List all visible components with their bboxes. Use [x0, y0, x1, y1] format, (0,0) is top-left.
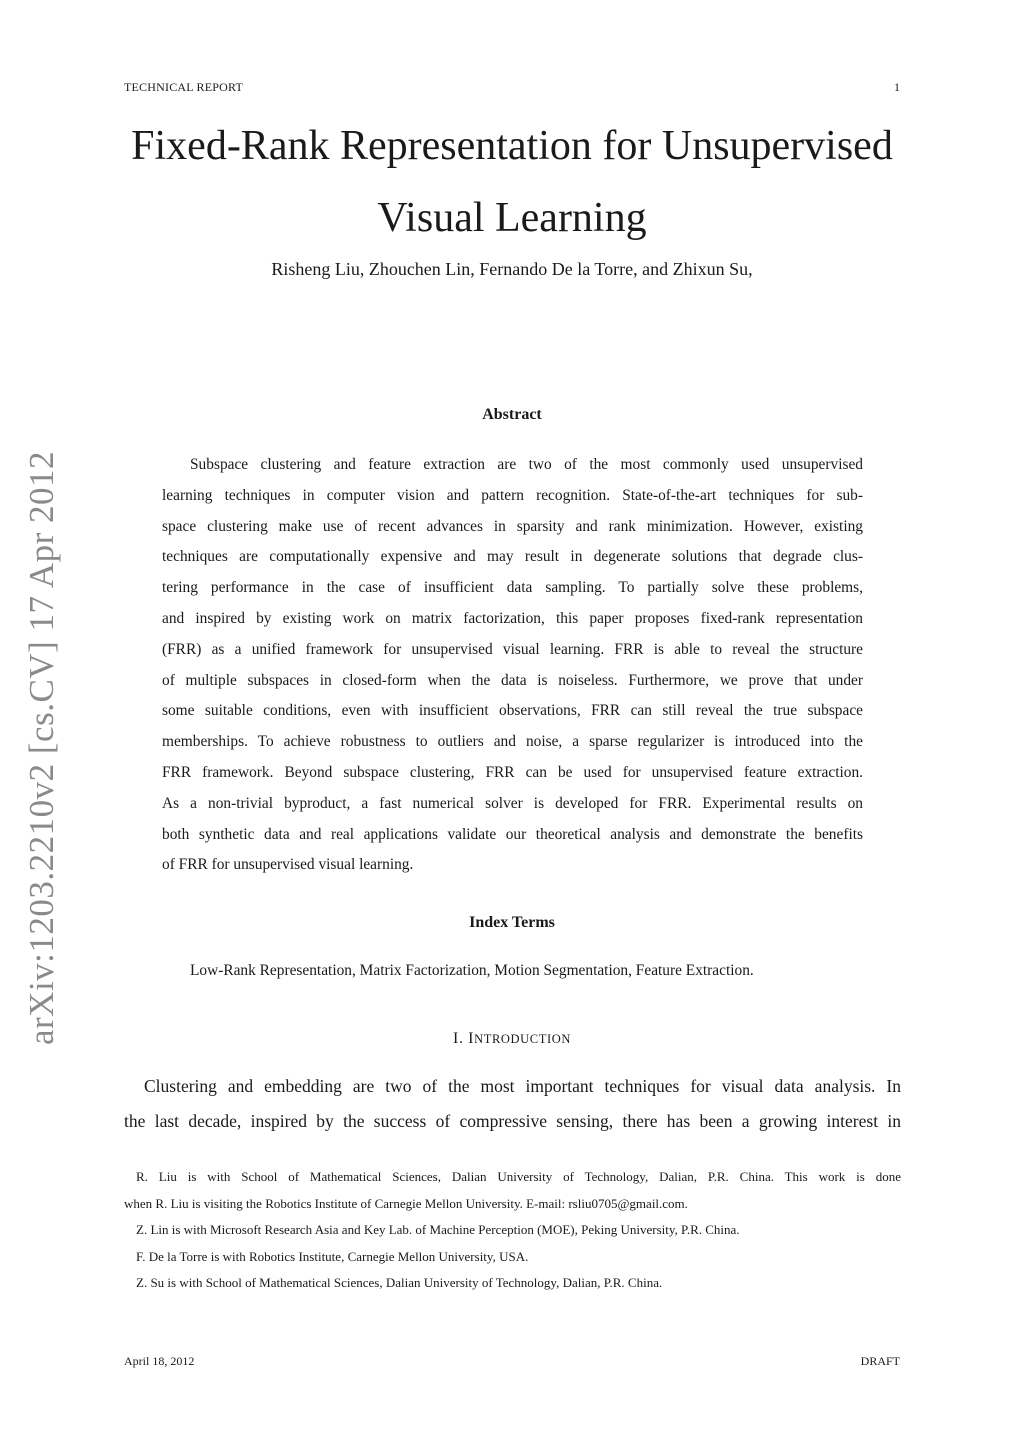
abstract-line: As a non-trivial byproduct, a fast numerical solver is developed for FRR. Experimental results on: [162, 794, 863, 812]
paper-title: [100, 110, 924, 254]
abstract-line: space clustering make use of recent advances in sparsity and rank minimization. However, existing: [162, 517, 863, 535]
footnote-line: F. De la Torre is with Robotics Institute, Carnegie Mellon University, USA.: [136, 1248, 529, 1264]
section-heading-introduction: [100, 1030, 924, 1048]
abstract-heading: Abstract: [482, 406, 542, 423]
abstract-line: techniques are computationally expensive and may result in degenerate solutions that degrade clus-: [162, 548, 863, 566]
footnote-line: R. Liu is with School of Mathematical Sciences, Dalian University of Technology, Dalian, P.R. China. This work is done: [136, 1169, 901, 1184]
arxiv-identifier: arXiv:1203.2210v2 [cs.CV] 17 Apr 2012: [22, 450, 61, 1046]
index-terms-heading: Index Terms: [469, 914, 555, 931]
paper-title-line-1: Fixed-Rank Representation for Unsupervised: [131, 123, 893, 169]
footnote-line: Z. Su is with School of Mathematical Sciences, Dalian University of Technology, Dalian, P.R. China.: [136, 1275, 663, 1290]
abstract-body: [162, 450, 863, 881]
abstract-line: of multiple subspaces in closed-form when the data is noiseless. Furthermore, we prove that under: [162, 671, 863, 689]
section-heading-rest: NTRODUCTION: [474, 1032, 571, 1046]
abstract-line: some suitable conditions, even with insufficient observations, FRR can still reveal the true subspace: [162, 702, 863, 720]
abstract-line: both synthetic data and real applications validate our theoretical analysis and demonstrate the benefits: [162, 825, 863, 843]
paper-title-line-2: Visual Learning: [377, 195, 647, 241]
running-head: TECHNICAL REPORT: [124, 80, 244, 94]
section-heading-initial: I: [468, 1030, 475, 1047]
introduction-line: the last decade, inspired by the success of compressive sensing, there has been a growing interest in: [124, 1111, 901, 1131]
page-number: 1: [894, 80, 900, 94]
abstract-line: tering performance in the case of insufficient data sampling. To partially solve these problems,: [162, 579, 863, 597]
author-list: Risheng Liu, Zhouchen Lin, Fernando De la Torre, and Zhixun Su,: [271, 259, 753, 279]
abstract-line: learning techniques in computer vision and pattern recognition. State-of-the-art techniques for sub-: [162, 486, 863, 504]
footnote-line: Z. Lin is with Microsoft Research Asia and Key Lab. of Machine Perception (MOE), Peking University, P.R. China.: [136, 1222, 740, 1237]
footer-date: April 18, 2012: [124, 1354, 195, 1368]
introduction-line: Clustering and embedding are two of the most important techniques for visual data analysis. In: [144, 1076, 901, 1096]
abstract-line: Subspace clustering and feature extraction are two of the most commonly used unsupervised: [190, 456, 863, 473]
abstract-line: (FRR) as a unified framework for unsupervised visual learning. FRR is able to reveal the structure: [162, 640, 863, 658]
index-terms-list: Low-Rank Representation, Matrix Factorization, Motion Segmentation, Feature Extraction.: [190, 962, 754, 979]
abstract-line: and inspired by existing work on matrix factorization, this paper proposes fixed-rank representation: [162, 609, 863, 627]
footnote-line: when R. Liu is visiting the Robotics Institute of Carnegie Mellon University. E-mail: rsliu0705@gmail.com.: [124, 1195, 688, 1211]
abstract-line: of FRR for unsupervised visual learning.: [162, 856, 414, 874]
abstract-line: memberships. To achieve robustness to outliers and noise, a sparse regularizer is introduced into the: [162, 733, 863, 751]
footer-draft-label: DRAFT: [860, 1354, 900, 1368]
introduction-body: [124, 1069, 901, 1139]
author-footnotes: [124, 1164, 901, 1297]
abstract-line: FRR framework. Beyond subspace clustering, FRR can be used for unsupervised feature extraction.: [162, 763, 863, 781]
section-numeral: I.: [453, 1030, 469, 1047]
